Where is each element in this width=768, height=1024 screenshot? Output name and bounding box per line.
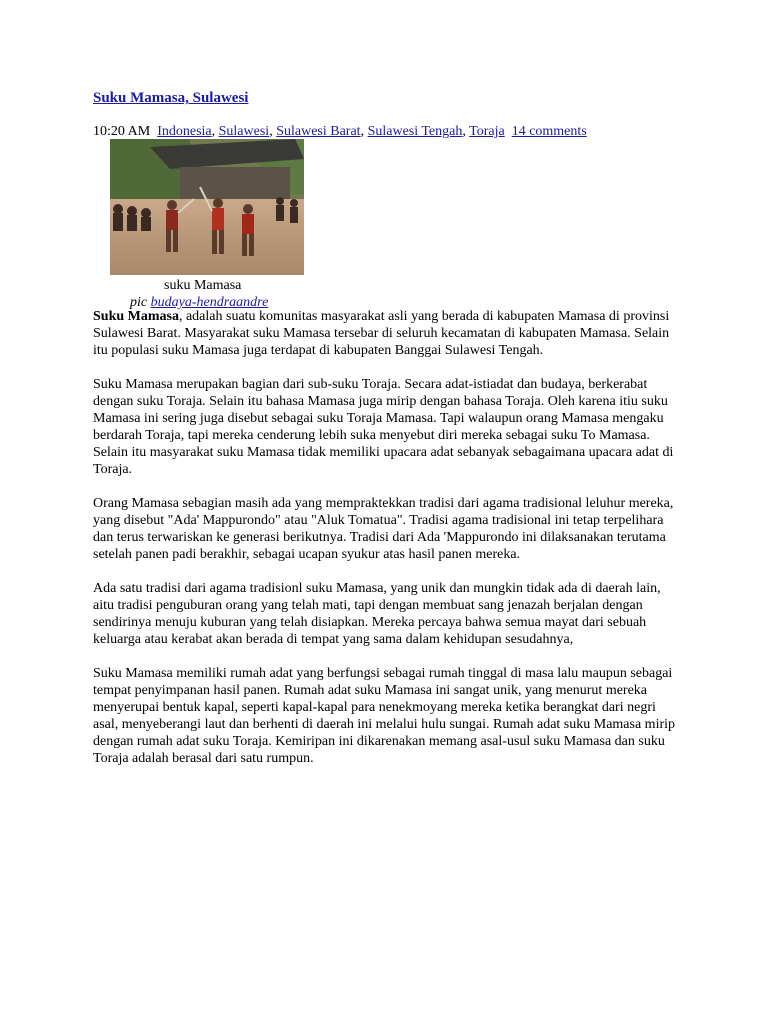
credit-prefix: pic [130,295,151,310]
post-title-link[interactable]: Suku Mamasa, Sulawesi [93,90,249,106]
article-paragraph: Ada satu tradisi dari agama tradisionl suku Mamasa, yang unik dan mungkin tidak ada di daerah lain, aitu tradisi penguburan orang yang telah mati, tapi dengan membuat sang jenazah berjalan dengan sendirinya menuju kuburan yang telah disiapkan. Mereka percaya bahwa semua mayat dari sebuah keluarga atau kerabat akan berada di tempat yang sama dalam kehidupan sesudahnya, [93,581,661,647]
post-title [93,88,683,108]
label-link[interactable]: Toraja [469,124,505,139]
article-paragraph: Orang Mamasa sebagian masih ada yang mempraktekkan tradisi dari agama tradisional leluhur mereka, yang disebut "Ada' Mappurondo" atau "Aluk Tomatua". Tradisi agama tradisional ini tetap terpelihara dan terus terwariskan ke generasi berikutnya. Tradisi dari Ada 'Mappurondo ini dilaksanakan terutama setelah panen padi berakhir, sebagai ucapan syukur atas hasil panen mereka. [93,496,674,562]
label-link[interactable]: Indonesia [157,124,212,139]
lead-text: , adalah suatu komunitas masyarakat asli yang berada di kabupaten Mamasa di provinsi Sulawesi Barat. Masyarakat suku Mamasa tersebar di seluruh kecamatan di kabupaten Mamasa. Selain itu populasi suku Mamasa juga terdapat di kabupaten Banggai Sulawesi Tengah. [93,309,670,358]
lead-bold-text: Suku Mamasa [93,309,179,324]
article-paragraph: Suku Mamasa merupakan bagian dari sub-suku Toraja. Secara adat-istiadat dan budaya, berkerabat dengan suku Toraja. Selain itu bahasa Mamasa juga mirip dengan bahasa Toraja. Oleh karena itiu suku Mamasa ini sering juga disebut sebagai suku Toraja Mamasa. Tapi walaupun orang Mamasa mengaku berdarah Toraja, tapi mereka cenderung lebih suka menyebut diri mereka sebagai suku To Mamasa. Selain itu masyarakat suku Mamasa tidak memiliki upacara adat sebanyak sebagaimana upacara adat di Toraja. [93,377,674,477]
suku-mamasa-photo [110,139,304,275]
post-time: 10:20 AM [93,124,151,139]
article-paragraph: Suku Mamasa memiliki rumah adat yang berfungsi sebagai rumah tinggal di masa lalu maupun sebagai tempat penyimpanan hasil panen. Rumah adat suku Mamasa ini sangat unik, yang menurut mereka menyerupai bentuk kapal, seperti kapal-kapal para nenekmoyang mereka ketika berangkat dari negri asal, menyeberangi laut dan berhenti di daerah ini melalui hulu sungai. Rumah adat suku Mamasa mirip dengan rumah adat suku Toraja. Kemiripan ini dikarenakan memang asal-usul suku Mamasa dan suku Toraja adalah berasal dari satu rumpun. [93,666,676,766]
article-paragraph [93,308,683,359]
article-body [93,308,683,784]
blog-post [93,88,683,766]
comments-link[interactable]: 14 comments [511,124,587,139]
dance-scene-image [110,139,304,275]
credit-link[interactable]: budaya-hendraandre [150,295,269,310]
label-link[interactable]: Sulawesi [218,124,270,139]
post-meta: 10:20 AM Indonesia, Sulawesi, Sulawesi Barat, Sulawesi Tengah, Toraja 14 comments [93,124,587,139]
photo-caption [93,277,683,311]
label-link[interactable]: Sulawesi Barat [276,124,361,139]
label-link[interactable]: Sulawesi Tengah [367,124,463,139]
caption-title: suku Mamasa [164,278,242,293]
